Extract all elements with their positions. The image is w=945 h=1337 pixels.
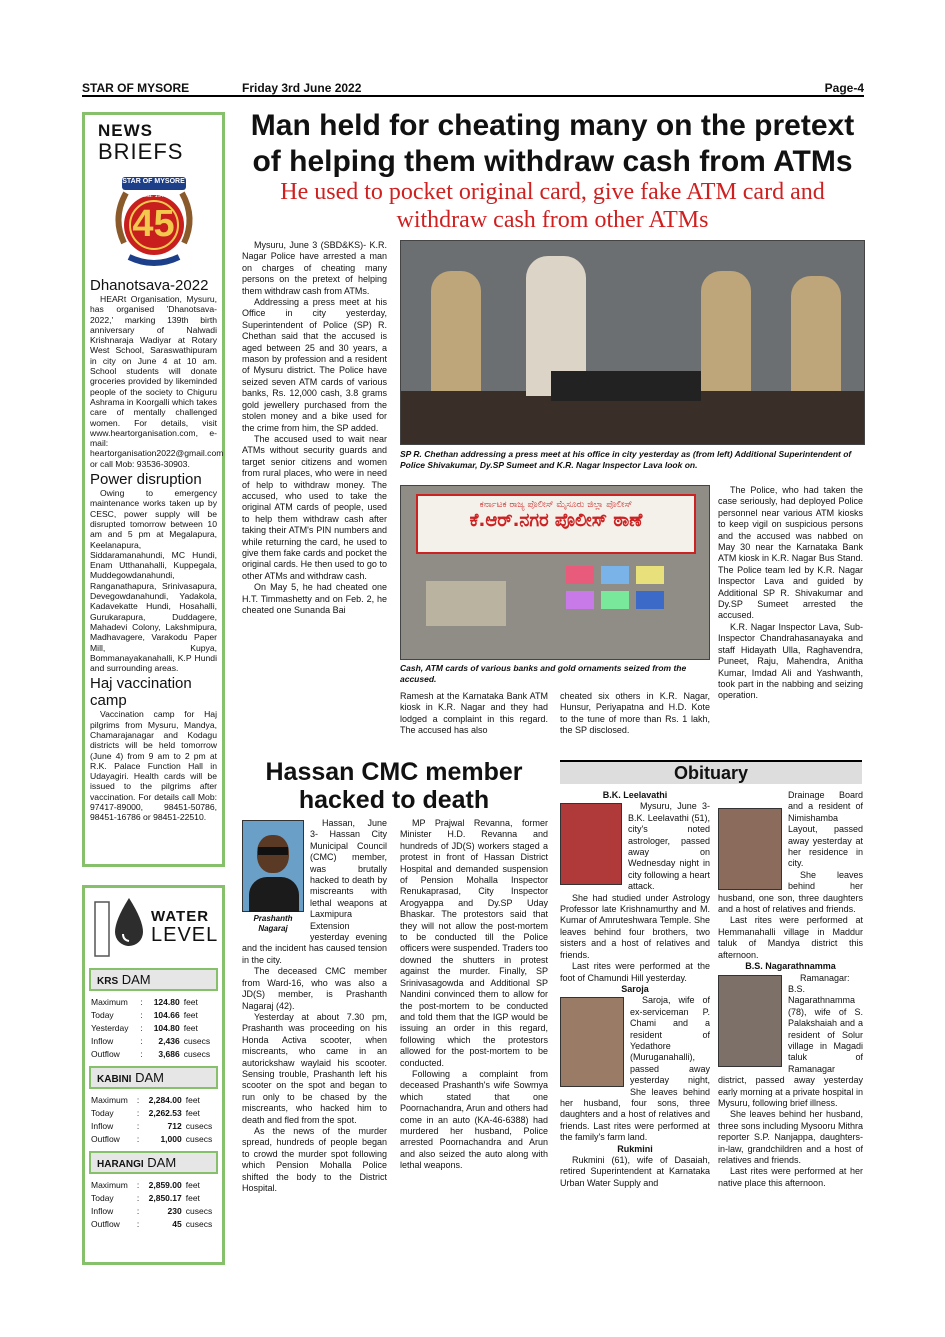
article-column-4 (718, 485, 863, 749)
table-row (89, 1047, 218, 1060)
table-cell: feet (183, 1009, 198, 1020)
headline-line-1: Hassan CMC member (265, 758, 523, 786)
paragraph: Last rites were performed at the foot of Chamundi Hill yesterday. (560, 961, 710, 983)
dam-prefix: KRS (97, 976, 119, 987)
banner-line-2: ಕೆ.ಆರ್.ನಗರ ಪೊಲೀಸ್ ಠಾಣೆ (469, 510, 643, 531)
paragraph: Ramesh at the Karnataka Bank ATM kiosk in K.R. Nagar and they had lodged a complaint in this regard. The accused has also (400, 691, 548, 736)
table-row (89, 1008, 218, 1021)
obituary-title: Obituary (560, 760, 862, 784)
table-cell: feet (183, 1022, 198, 1033)
dam-header-krs (89, 968, 218, 991)
obituary-photo (560, 803, 622, 885)
dam-label: DAM (135, 1070, 164, 1085)
paragraph: Mysuru, June 3- B.K. Leelavathi (51), city's noted astrologer, passed away on Wednesday night in city following a heart attack. (628, 801, 710, 892)
table-cell: feet (185, 1107, 200, 1118)
table-cell: 104.80 (153, 1022, 180, 1033)
article-column-3 (560, 691, 710, 749)
officer-figure (701, 271, 751, 391)
photo-caption: Prashanth Nagaraj (253, 914, 293, 933)
atm-card (566, 566, 594, 584)
table-cell: cusecs (185, 1205, 213, 1216)
paragraph: The accused used to wait near ATMs without security guards and target senior citizens and women from rural places, who were in need of help to withdraw money. The accused, who used to take the original ATM cards of people, used to help them withdraw cash after taking their ATM's PIN numbers and while returning the card, he used to give them fake cards and pocket the original cards. He then used to go to other ATMs and withdraw cash. (242, 433, 387, 581)
logo-top-text: STAR OF MYSORE (122, 178, 185, 185)
hassan-column-2 (400, 818, 548, 1268)
table-cell: : (136, 1192, 140, 1203)
sunglasses-icon (258, 847, 288, 855)
table-row (89, 995, 218, 1008)
table-cell: Inflow (91, 1035, 114, 1046)
table-cell: : (140, 1035, 143, 1046)
obituary-column-2 (718, 790, 863, 1268)
headline-line-2: hacked to death (298, 786, 490, 814)
table-cell: feet (185, 1192, 200, 1203)
paragraph: Hassan, June 3- Hassan City Municipal Council (CMC) member, was brutally hacked to death by miscreants with lethal weapons at Laxmipura Extension yesterday evening and the incident has caused tension in the city. (242, 818, 387, 965)
table-row (89, 1021, 218, 1034)
table-cell: feet (185, 1179, 200, 1190)
table-cell: 2,436 (158, 1035, 180, 1046)
paragraph: As the news of the murder spread, hundreds of people began to crowd the murder spot following which Pension Mohalla Police shifted the body to the District Hospital. (242, 1125, 387, 1193)
table-row (89, 1034, 218, 1047)
logo-number: 45 (132, 203, 175, 245)
brief-text: HEARt Organisation, Mysuru, has organised 'Dhanotsava-2022,' marking 139th birth anniversary of Nalwadi Krishnaraja Wadiyar at Rotary West School, Saraswathipuram in city on June 4 at 10 am. School students will donate groceries provided by likeminded people of the society to Chiguru Ashrama in Koorgalli which takes care of mentally challenged women. For details, visit www.heartorganisation.com, e-mail: heartorganisation2022@gmail.com or call Mob: 93536-30903. (90, 294, 224, 469)
table-cell: : (140, 1048, 143, 1059)
atm-card (601, 566, 629, 584)
paragraph: Last rites were performed at Hemmanahalli village in Maddur taluk of Mandya district this afternoon. (718, 915, 863, 960)
banner-line-1: ಕರ್ನಾಟಕ ರಾಜ್ಯ ಪೊಲೀಸ್ ಮೈಸೂರು ಜಿಲ್ಲಾ ಪೊಲೀಸ್ (479, 500, 633, 510)
paragraph: Ramanagar: B.S. Nagarathnamma (78), wife of S. Palakshaiah and a resident of Solur village in Magadi taluk of Ramanagar district, passed away yesterday early morning at a private hospital in Mysuru, following brief illness. (718, 972, 863, 1108)
dam-prefix: HARANGI (97, 1159, 144, 1170)
briefs-title-news: NEWS (98, 121, 153, 140)
table-cell: : (140, 996, 143, 1007)
atm-card (636, 591, 664, 609)
paragraph: She had studied under Astrology Professor late Krishnamurthy and M. Kumar of Amruteshwara Temple. She leaves behind four brothers, two sisters and a host of relatives and friends. (560, 892, 710, 960)
table-cell: 2,850.17 (148, 1192, 182, 1203)
table-cell: 230 (167, 1205, 182, 1216)
page-number: Page-4 (824, 81, 864, 95)
brief-heading: Dhanotsava-2022 (90, 277, 209, 294)
paragraph: Saroja, wife of ex-serviceman P. Chami and a resident of Yedathore (Muruganahalli), passed away yesterday night, She leaves behind her husband, four sons, three daughters and a host of relatives and friends. Last rites were performed at the family's farm land. (560, 995, 710, 1143)
level-title: LEVEL (151, 924, 219, 946)
cash-bundle (426, 581, 506, 626)
table-cell: 124.80 (153, 996, 180, 1007)
photo-caption-2: Cash, ATM cards of various banks and gold ornaments seized from the accused. (400, 663, 687, 684)
table-cell: cusecs (183, 1048, 211, 1059)
paragraph: cheated six others in K.R. Nagar, Hunsur, Periyapatna and H.D. Kote to the tune of more than Rs. 1 lakh, the SP disclosed. (560, 691, 710, 736)
table-cell: : (136, 1120, 140, 1131)
issue-date: Friday 3rd June 2022 (242, 81, 362, 95)
table-cell: : (136, 1218, 140, 1229)
table-row (89, 1132, 218, 1145)
officer-figure (791, 276, 841, 391)
table-cell: 712 (167, 1120, 182, 1131)
shirt-shape (249, 877, 299, 912)
atm-card (566, 591, 594, 609)
table-cell: Inflow (91, 1205, 114, 1216)
dam-prefix: KABINI (97, 1074, 132, 1085)
obituary-photo (718, 808, 782, 890)
paragraph: Drainage Board and a resident of Nimishamba Layout, passed away yesterday at her residence in city. (788, 790, 863, 869)
table-cell: Outflow (91, 1048, 120, 1059)
table-cell: 45 (172, 1218, 182, 1229)
table-cell: : (136, 1133, 140, 1144)
officer-figure (431, 271, 481, 391)
paragraph: Following a complaint from deceased Prashanth's wife Sowmya which stated that one Poornachandra, Arun and others had come in an auto (KA-46-6388) had murdered her husband, Police arrested Poornachandra and Arun and also seized the auto along with lethal weapons. (400, 1068, 548, 1171)
table-cell: : (140, 1022, 143, 1033)
anniversary-logo (104, 173, 204, 273)
paragraph: MP Prajwal Revanna, former Minister H.D. Revanna and hundreds of JD(S) workers staged a protest in front of Hassan District Hospital and demanded suspension of Pension Mohalla Inspector Renukaprasad, City Inspector Arogyappa and Dy.SP Uday Bhaskar. The protestors said that they will not allow the post-mortem to be conducted till the Police officers were suspended. Traders too downed the shutters in protest against the murder. Finally, SP Srinivasagowda and Additional SP Nandini convinced them to allow for the post-mortem to be conducted and told them that the IGP would be issuing an order in this regard, following which the protestors allowed for the post-mortem to be conducted. (400, 818, 548, 1068)
table-cell: 3,686 (158, 1048, 180, 1059)
paragraph: The Police, who had taken the case seriously, had deployed Police personnel near various ATM kiosks to keep vigil on suspicious persons and the accused was nabbed on May 30 near the Karnataka Bank ATM kiosk in K.R. Nagar Bus Stand. The Police team led by K.R. Nagar Inspector Lava and guided by Additional SP R. Shivakumar and Dy.SP Sumeet arrested the accused. (718, 485, 863, 621)
paragraph: Last rites were performed at her native place this afternoon. (718, 1166, 863, 1188)
atm-card (601, 591, 629, 609)
table-row (89, 1106, 218, 1119)
table-cell: Maximum (91, 1094, 128, 1105)
news-briefs-box (82, 112, 225, 867)
harangi-table (89, 1178, 218, 1230)
table-cell: : (136, 1094, 140, 1105)
main-subheadline: He used to pocket original card, give fake ATM card and withdraw cash from other ATMs (280, 179, 825, 233)
paper-name: STAR OF MYSORE (82, 81, 190, 95)
dam-label: DAM (121, 972, 151, 987)
table-cell: Today (91, 1192, 114, 1203)
brief-text: Owing to emergency maintenance works taken up by CESC, power supply will be disrupted tomorrow between 10 am and 5 pm at Megalapura, Keelanapura, Siddaramanahundi, MC Hundi, Enam Utthanahalli, Kuppegala, Muddegowdanahundi, Ranganathapura, Srinivasapura, Devegowdanahundi, Yadakola, Kadavekatte Hundi, Hosahalli, Gurukarapura, Duddagere, Mahadevi Colony, Lakshmipura, Madhavagere, Varakodu Paper Mill, Kupya, Bommanayakanahalli, K.P Hundi and surrounding areas. (90, 488, 217, 674)
obituary-name: B.S. Nagarathnamma (745, 961, 836, 972)
table-row (89, 1204, 218, 1217)
paragraph: The deceased CMC member from Ward-16, who was also a JD(S) member, is Prashanth Nagaraj (42). (242, 966, 387, 1011)
table-cell: Outflow (91, 1133, 120, 1144)
obituary-name: Saroja (621, 983, 649, 994)
obituary-name: B.K. Leelavathi (602, 790, 668, 800)
water-level-header (89, 892, 218, 962)
press-meet-photo (400, 240, 865, 445)
atm-card (636, 566, 664, 584)
brief-heading: Haj vaccination camp (90, 675, 192, 710)
logo-estd-text: Estd. 1978 (139, 193, 168, 199)
table-cell: 2,262.53 (148, 1107, 182, 1118)
victim-photo-block (242, 820, 304, 938)
obituary-photo (560, 997, 624, 1087)
main-headline (240, 108, 865, 180)
obituary-column-1 (560, 790, 710, 1268)
table-cell: cusecs (185, 1133, 213, 1144)
table-cell: Maximum (91, 1179, 128, 1190)
headline-line-2: of helping them withdraw cash from ATMs (252, 145, 853, 178)
dam-header-kabini (89, 1066, 218, 1089)
obituary-photo (718, 975, 782, 1067)
photo-caption-1: SP R. Chethan addressing a press meet at his office in city yesterday as (from left) Additional Superintendent of Police Shivakumar, Dy.SP Sumeet and K.R. Nagar Inspector Lava look on. (400, 449, 852, 470)
paragraph: She leaves behind her husband, one son, three daughters and a host of relatives and friends. (718, 869, 863, 915)
brief-text: Vaccination camp for Haj pilgrims from Mysuru, Mandya, Chamarajanagar and Kodagu districts will be held tomorrow (June 4) from 9 am to 2 pm at R.K. Palace Function Hall in Udayagiri. Health cards will be issued to the pilgrims after vaccination. For details call Mob: 97417-89000, 98451-50786, 98451-16786 or 98451-22510. (90, 709, 217, 823)
briefs-title-briefs: BRIEFS (98, 139, 184, 164)
water-title: WATER (151, 908, 210, 925)
table-cell: cusecs (185, 1218, 213, 1229)
water-level-box (82, 885, 225, 1265)
seized-items-photo (400, 485, 710, 660)
table-cell: Yesterday (91, 1022, 129, 1033)
brief-heading: Power disruption (90, 471, 202, 489)
table-cell: 2,859.00 (148, 1179, 182, 1190)
dam-header-harangi (89, 1151, 218, 1174)
table-cell: feet (185, 1094, 200, 1105)
page-header (82, 80, 864, 97)
hassan-column-1 (242, 818, 387, 1268)
paragraph: Mysuru, June 3 (SBD&KS)- K.R. Nagar Police have arrested a man on charges of cheating many persons on the pretext of helping them withdraw cash from ATMs. (242, 240, 387, 296)
kabini-table (89, 1093, 218, 1145)
paragraph: K.R. Nagar Inspector Lava, Sub-Inspector Chandrahasanayaka and staff Hidayath Ulla, Raghavendra, Puneet, Raju, Mahendra, Anitha Kumar, Imdad Ali and Yashwanth, took part in the nabbing and seizing operation. (718, 621, 863, 701)
table-cell: Inflow (91, 1120, 114, 1131)
table-cell: Outflow (91, 1218, 120, 1229)
victim-photo (242, 820, 304, 912)
table-row (89, 1093, 218, 1106)
article-column-2 (400, 691, 548, 749)
table-cell: 2,284.00 (148, 1094, 182, 1105)
table-cell: : (136, 1205, 140, 1216)
table-cell: cusecs (183, 1035, 211, 1046)
table-cell: 104.66 (153, 1009, 180, 1020)
table-cell: Today (91, 1009, 114, 1020)
paragraph: Addressing a press meet at his Office in city yesterday, Superintendent of Police (SP) R. Chethan said that the accused is aged between 25 and 30 years, a mason by profession and a resident of Mysuru district. The Police have seized seven ATM cards of various banks, Rs. 12,000 cash, 3.8 grams gold jewellery purchased from the stolen money and a bike used for the crime from him, the SP added. (242, 297, 387, 433)
headline-line-1: Man held for cheating many on the pretext (250, 109, 855, 142)
dam-label: DAM (147, 1155, 177, 1170)
table-cell: cusecs (185, 1120, 213, 1131)
microphones (551, 371, 701, 401)
table-row (89, 1178, 218, 1191)
table-cell: : (140, 1009, 143, 1020)
table-cell: : (136, 1179, 140, 1190)
police-banner (416, 494, 696, 554)
table-cell: : (136, 1107, 140, 1118)
table-row (89, 1217, 218, 1230)
table-cell: feet (183, 996, 198, 1007)
table-cell: 1,000 (160, 1133, 182, 1144)
table-cell: Maximum (91, 996, 128, 1007)
table-cell: Today (91, 1107, 114, 1118)
table-row (89, 1191, 218, 1204)
article-column-1 (242, 240, 387, 745)
hassan-headline (240, 758, 548, 814)
paragraph: Rukmini (61), wife of Dasaiah, retired Superintendent at Karnataka Urban Water Supply and (560, 1155, 710, 1188)
paragraph: She leaves behind her husband, three sons including Mysooru Mithra reporter S.P. Nanjappa, daughters-in-law, grandchildren and a host of relatives and friends. (718, 1109, 863, 1165)
paragraph: On May 5, he had cheated one H.T. Timmashetty and on Feb. 2, he cheated one Sunanda Bai (242, 582, 387, 615)
paragraph: Yesterday at about 7.30 pm, Prashanth was proceeding on his Honda Activa scooter, when miscreants, who came in an autorickshaw waylaid his scooter. Sensing trouble, Prashanth left his scooter on the spot and began to run only to be chased by the miscreants, who hacked him to death and fled from the spot. (242, 1011, 387, 1125)
obituary-name: Rukmini (617, 1143, 653, 1154)
krs-table (89, 995, 218, 1060)
water-drop-icon (93, 894, 149, 958)
table-row (89, 1119, 218, 1132)
